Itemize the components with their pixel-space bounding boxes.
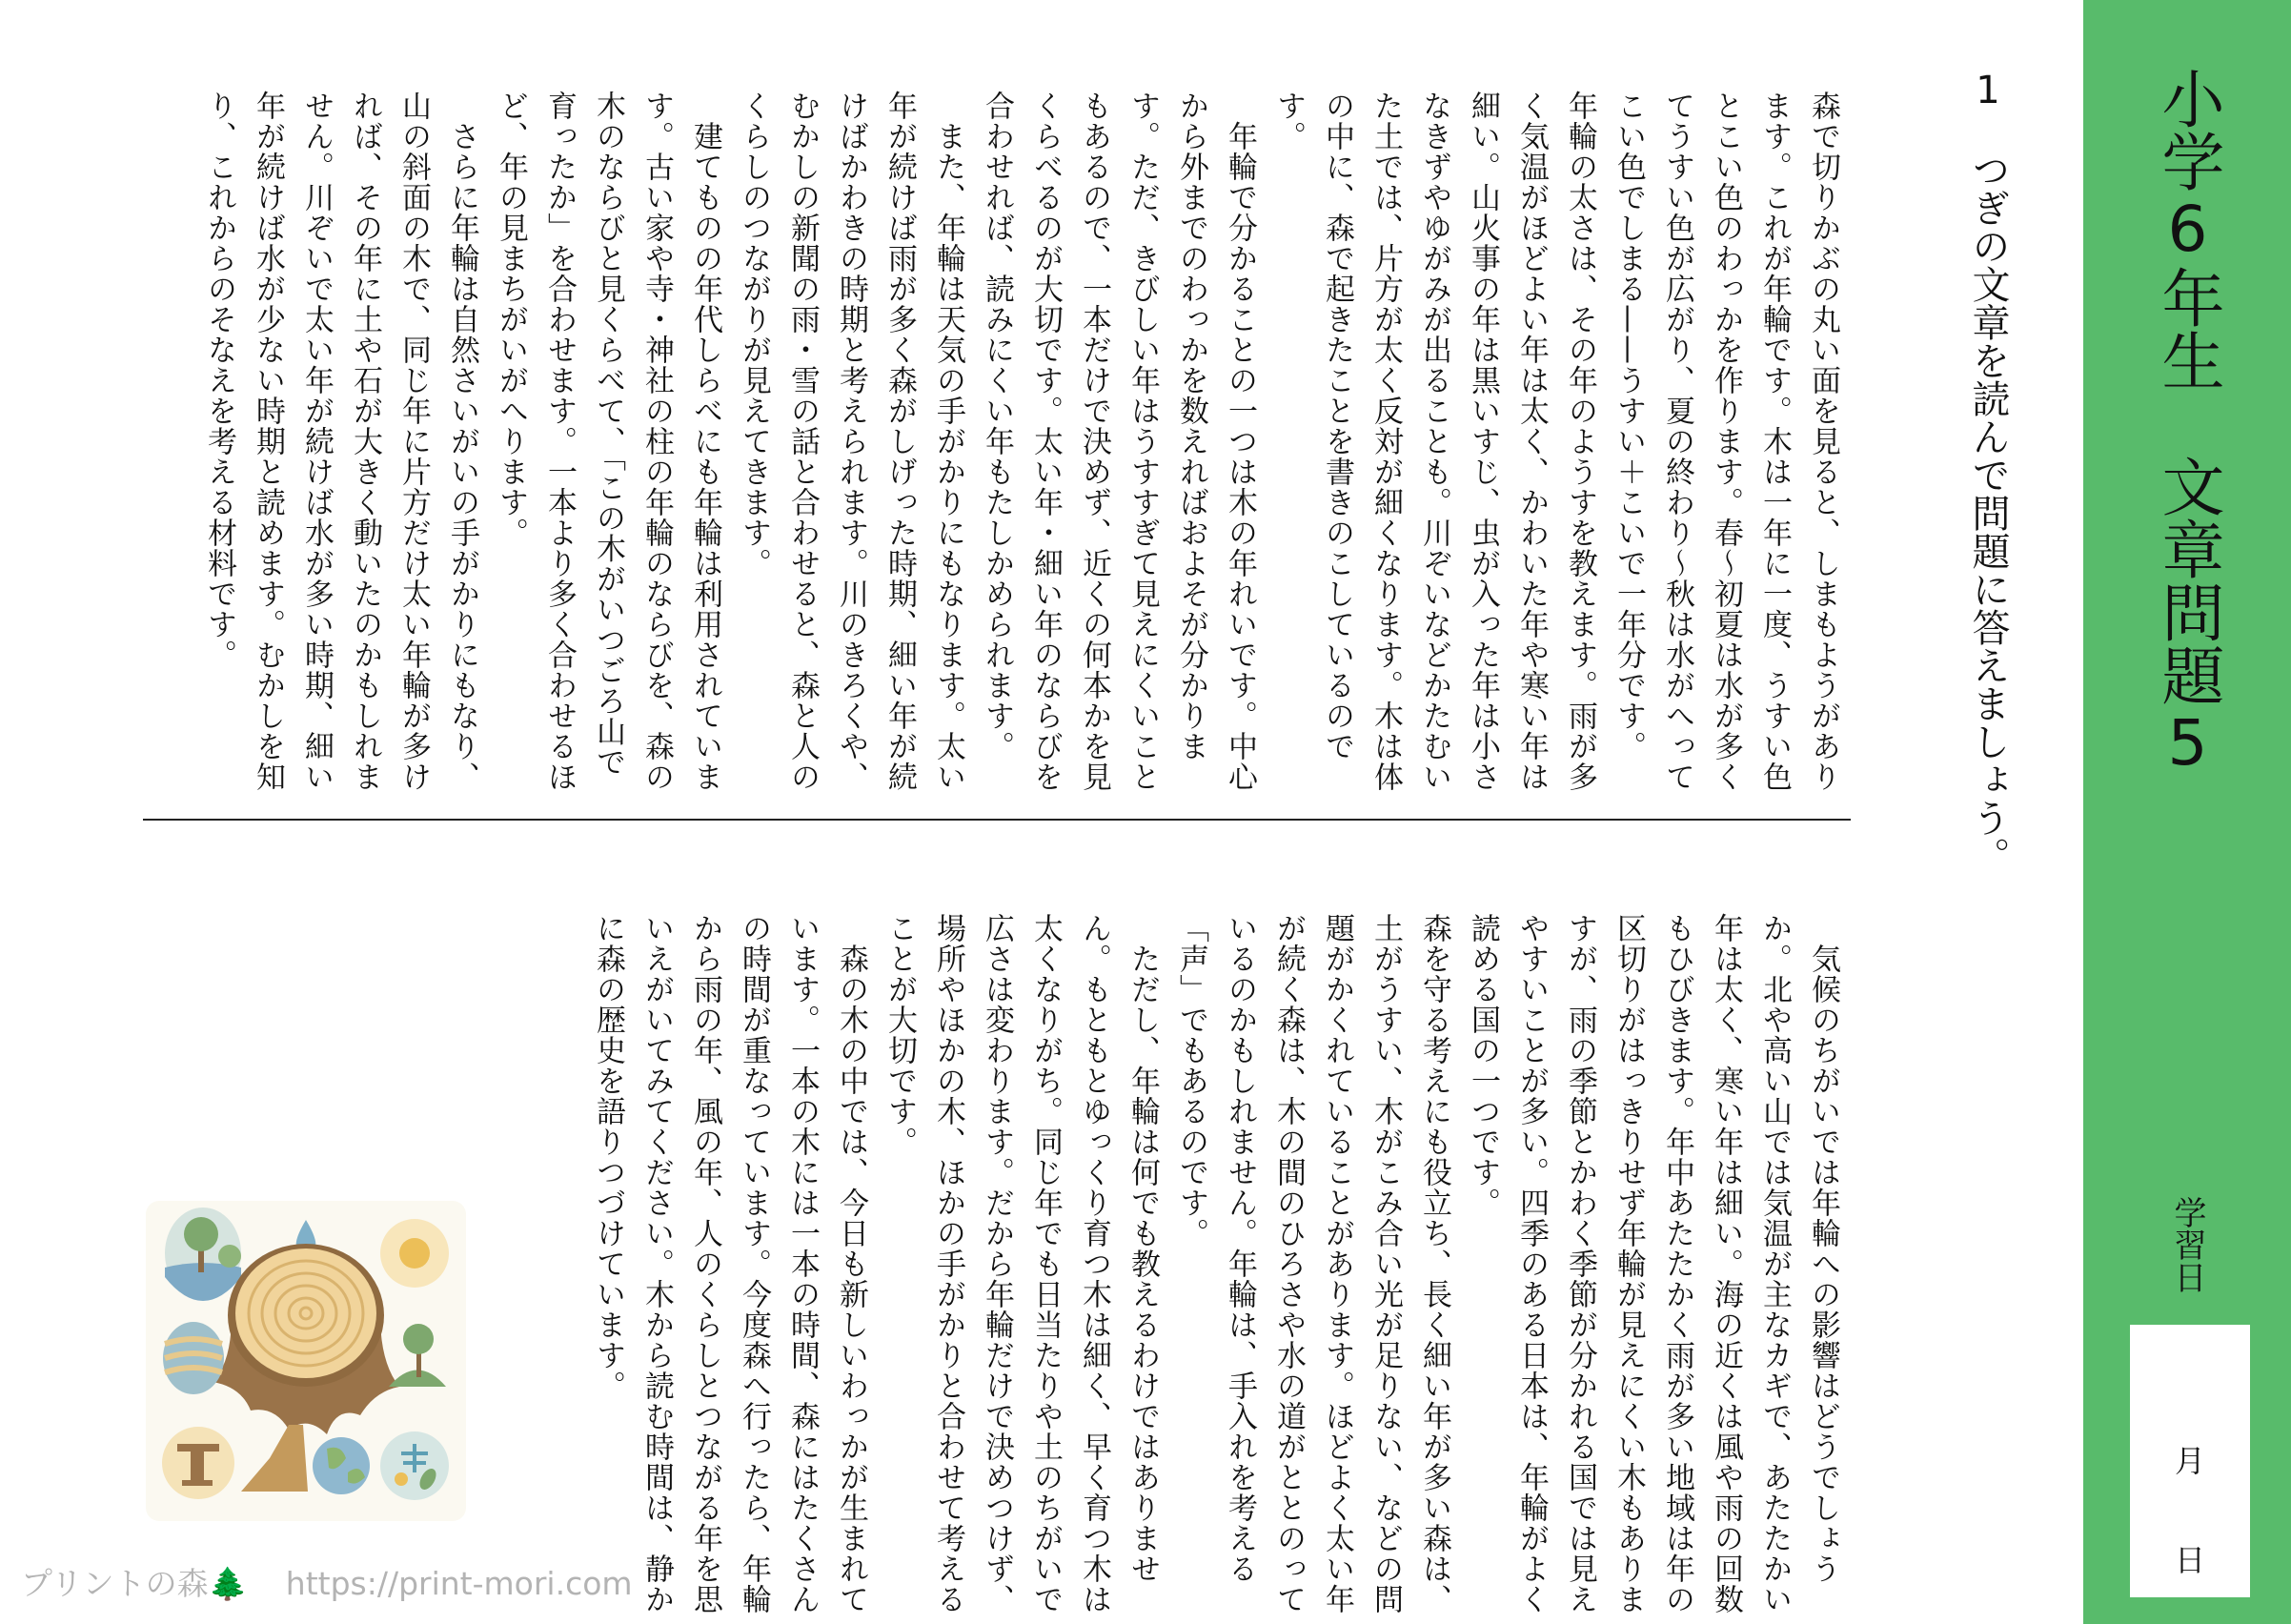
passage-line: 題がかくれていることがあります。ほどよく太い年 — [1320, 913, 1354, 1614]
globe-icon — [313, 1437, 370, 1494]
passage-line: 建てものの年代しらべにも年輪は利用されていま — [688, 91, 722, 792]
landscape-icon — [165, 1208, 241, 1301]
passage-line: さらに年輪は自然さいがいの手がかりにもなり、 — [445, 91, 479, 792]
passage-line: れば、その年に土や石が大きく動いたのかもしれま — [348, 91, 382, 792]
sediment-icon — [163, 1322, 224, 1394]
passage-line: 広さは変わります。だから年輪だけで決めつけず、 — [980, 913, 1014, 1614]
footer — [21, 1559, 633, 1604]
snow-leaf-icon — [380, 1431, 449, 1500]
question-number: 1 — [1966, 69, 2010, 112]
passage-line: ことが大切です。 — [882, 913, 917, 1157]
section-divider — [143, 819, 1851, 821]
passage-line: 細い。山火事の年は黒いすじ、虫が入った年は小さ — [1466, 91, 1500, 792]
sun-icon — [380, 1219, 449, 1288]
passage-line: 育ったか」を合わせます。一本より多く合わせるほ — [542, 91, 577, 792]
question-instruction: つぎの文章を読んで問題に答えましょう。 — [1966, 151, 2010, 875]
passage-line: に森の歴史を語りつづけています。 — [591, 913, 625, 1401]
passage-line: の中に、森で起きたことを書きのこしているので — [1320, 91, 1354, 761]
passage-line: 気候のちがいでは年輪への影響はどうでしょう — [1806, 913, 1840, 1584]
passage-line: り、これからのそなえを考える材料です。 — [202, 91, 236, 670]
passage-line: てうすい色が広がり、夏の終わり〜秋は水がへって — [1660, 91, 1694, 792]
passage-line: 区切りがはっきりせず年輪が見えにくい木もありま — [1612, 913, 1646, 1614]
passage-line: 山の斜面の木で、同じ年に片方だけ太い年輪が多け — [396, 91, 431, 792]
passage-line: ん。もともとゆっくり育つ木は細く、早く育つ木は — [1077, 913, 1111, 1614]
passage-line: か。北や高い山では気温が主なカギで、あたたかい — [1757, 913, 1792, 1614]
passage-line: から外までのわっかを数えればおよそが分かりま — [1174, 91, 1208, 761]
passage-lower — [583, 913, 1847, 1614]
passage-line: す。古い家や寺・神社の柱の年輪のならびを、森の — [639, 91, 674, 792]
passage-line: が続く森は、木の間のひろさや水の道がととのって — [1271, 913, 1306, 1614]
passage-line: ただし、年輪は何でも教えるわけではありませ — [1125, 913, 1160, 1584]
passage-line: 年が続けば水が少ない時期と読めます。むかしを知 — [251, 91, 285, 792]
footer-url[interactable]: https://print-mori.com — [285, 1565, 633, 1602]
passage-line: くらしのつながりが見えてきます。 — [737, 91, 771, 579]
passage-line: 合わせれば、読みにくい年もたしかめられます。 — [980, 91, 1014, 761]
day-label: 日 — [2174, 1542, 2205, 1578]
passage-line: こい色でしまる——うすい＋こいで一年分です。 — [1612, 91, 1646, 761]
footer-brand: プリントの森🌲 — [21, 1565, 248, 1602]
passage-line: くらべるのが大切です。太い年・細い年のならびを — [1028, 91, 1063, 792]
passage-line: ます。これが年輪です。木は一年に一度、うすい色 — [1757, 91, 1792, 792]
passage-line: す。 — [1271, 91, 1306, 152]
passage-line: もあるので、一本だけで決めず、近くの何本かを見 — [1077, 91, 1111, 792]
passage-line: 森を守る考えにも役立ち、長く細い年が多い森は、 — [1417, 913, 1451, 1614]
passage-line: た土では、片方が太く反対が細くなります。木は体 — [1369, 91, 1403, 792]
passage-line: 土がうすい、木がこみ合い光が足りない、などの問 — [1369, 913, 1403, 1614]
passage-line: なきずやゆがみが出ることも。川ぞいなどかたむい — [1417, 91, 1451, 792]
passage-upper — [194, 91, 1847, 815]
passage-line: ど、年の見まちがいがへります。 — [494, 91, 528, 548]
passage-line: 「声」でもあるのです。 — [1174, 913, 1208, 1248]
passage-line: 読める国の一つです。 — [1466, 913, 1500, 1218]
passage-line: いるのかもしれません。年輪は、手入れを考える — [1223, 913, 1257, 1584]
passage-line: 年輪で分かることの一つは木の年れいです。中心 — [1223, 91, 1257, 792]
passage-line: 場所やほかの木、ほかの手がかりと合わせて考える — [931, 913, 965, 1614]
month-label: 月 — [2174, 1443, 2205, 1479]
passage-line: から雨の年、風の年、人のくらしとつながる年を思 — [688, 913, 722, 1614]
passage-line: 年が続けば雨が多く森がしげった時期、細い年が続 — [882, 91, 917, 792]
worksheet-title: 小学6年生 文章問題5 — [2151, 67, 2224, 780]
tree-ring-stump-illustration — [146, 1201, 466, 1521]
study-date-label: 学習日 — [2168, 1196, 2206, 1293]
pillar-icon — [162, 1427, 234, 1499]
passage-line: すが、雨の季節とかわく季節が分かれる国では見え — [1563, 913, 1597, 1614]
passage-line: います。一本の木には一本の時間、森にはたくさん — [785, 913, 820, 1614]
passage-line: 年輪の太さは、その年のようすを教えます。雨が多 — [1563, 91, 1597, 792]
passage-line: 木のならびと見くらべて、「この木がいつごろ山で — [591, 91, 625, 778]
passage-line: やすいことが多い。四季のある日本は、年輪がよく — [1514, 913, 1549, 1614]
passage-line: むかしの新聞の雨・雪の話と合わせると、森と人の — [785, 91, 820, 792]
passage-line: 森の木の中では、今日も新しいわっかが生まれて — [834, 913, 868, 1614]
passage-line: 年は太く、寒い年は細い。海の近くは風や雨の回数 — [1709, 913, 1743, 1614]
passage-line: とこい色のわっかを作ります。春〜初夏は水が多く — [1709, 91, 1743, 792]
passage-line: 森で切りかぶの丸い面を見ると、しまもようがあり — [1806, 91, 1840, 792]
passage-line: の時間が重なっています。今度森へ行ったら、年輪 — [737, 913, 771, 1614]
sidebar — [2083, 0, 2291, 1624]
passage-line: もひびきます。年中あたたかく雨が多い地域は年の — [1660, 913, 1694, 1614]
passage-line: けばかわきの時期と考えられます。川のきろくや、 — [834, 91, 868, 792]
passage-line: せん。川ぞいで太い年が続けば水が多い時期、細い — [299, 91, 334, 792]
passage-line: また、年輪は天気の手がかりにもなります。太い — [931, 91, 965, 792]
passage-line: いえがいてみてください。木から読む時間は、静か — [639, 913, 674, 1614]
passage-line: 太くなりがち。同じ年でも日当たりや土のちがいで — [1028, 913, 1063, 1614]
study-date-box[interactable] — [2130, 1325, 2250, 1597]
passage-line: く気温がほどよい年は太く、かわいた年や寒い年は — [1514, 91, 1549, 792]
question-heading — [1961, 69, 2015, 875]
passage-line: す。ただ、きびしい年はうすすぎて見えにくいこと — [1125, 91, 1160, 792]
